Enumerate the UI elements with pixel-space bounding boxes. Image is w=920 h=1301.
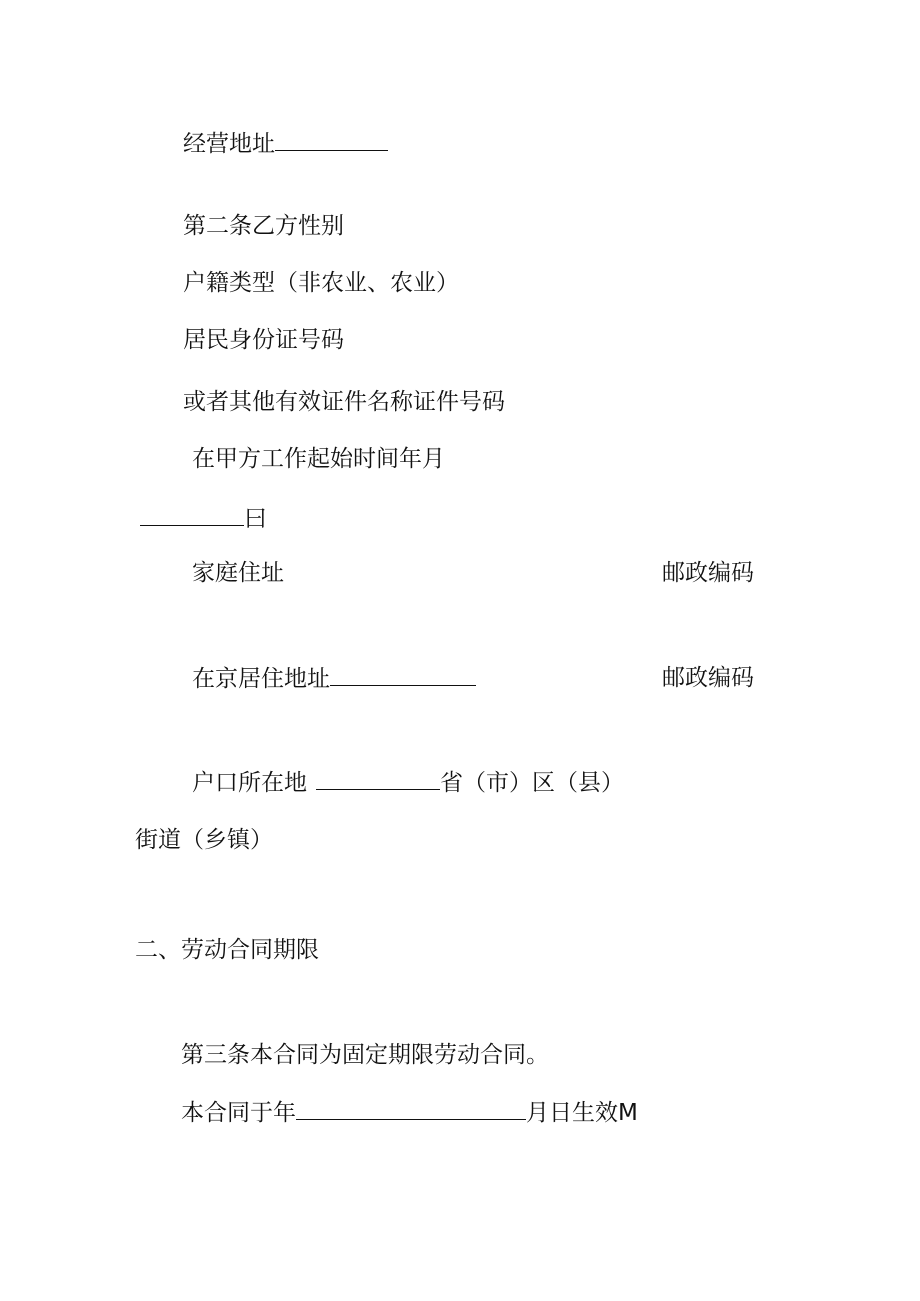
effective-date-line — [181, 1097, 638, 1128]
street-label: 街道（乡镇） — [135, 827, 273, 853]
effective-prefix: 本合同于年 — [181, 1100, 296, 1126]
business-address-blank[interactable] — [275, 128, 388, 151]
postal-code-label-2: 邮政编码 — [662, 665, 754, 691]
article2-heading: 第二条乙方性别 — [183, 213, 344, 239]
business-address-line — [183, 128, 388, 159]
day-suffix: 曰 — [244, 506, 267, 532]
id-number-label: 居民身份证号码 — [183, 327, 344, 353]
beijing-address-blank[interactable] — [330, 663, 476, 686]
effective-date-blank[interactable] — [296, 1097, 526, 1120]
business-address-label: 经营地址 — [183, 131, 275, 157]
start-work-label: 在甲方工作起始时间年月 — [192, 446, 445, 472]
hukou-province-suffix: 省（市）区（县） — [440, 770, 624, 796]
start-day-line — [140, 503, 267, 534]
hukou-location-line — [192, 767, 624, 798]
article3-text: 第三条本合同为固定期限劳动合同。 — [181, 1042, 549, 1068]
household-type-label: 户籍类型（非农业、农业） — [183, 270, 459, 296]
other-id-label: 或者其他有效证件名称证件号码 — [183, 389, 505, 415]
start-day-blank[interactable] — [140, 503, 244, 526]
postal-code-label-1: 邮政编码 — [662, 560, 754, 586]
hukou-location-blank[interactable] — [316, 767, 440, 790]
section2-heading: 二、劳动合同期限 — [135, 937, 319, 963]
home-address-label: 家庭住址 — [192, 560, 284, 586]
beijing-address-label: 在京居住地址 — [192, 666, 330, 692]
beijing-address-line — [192, 663, 476, 694]
effective-suffix: 月日生效M — [526, 1100, 638, 1126]
hukou-location-label: 户口所在地 — [192, 770, 307, 796]
